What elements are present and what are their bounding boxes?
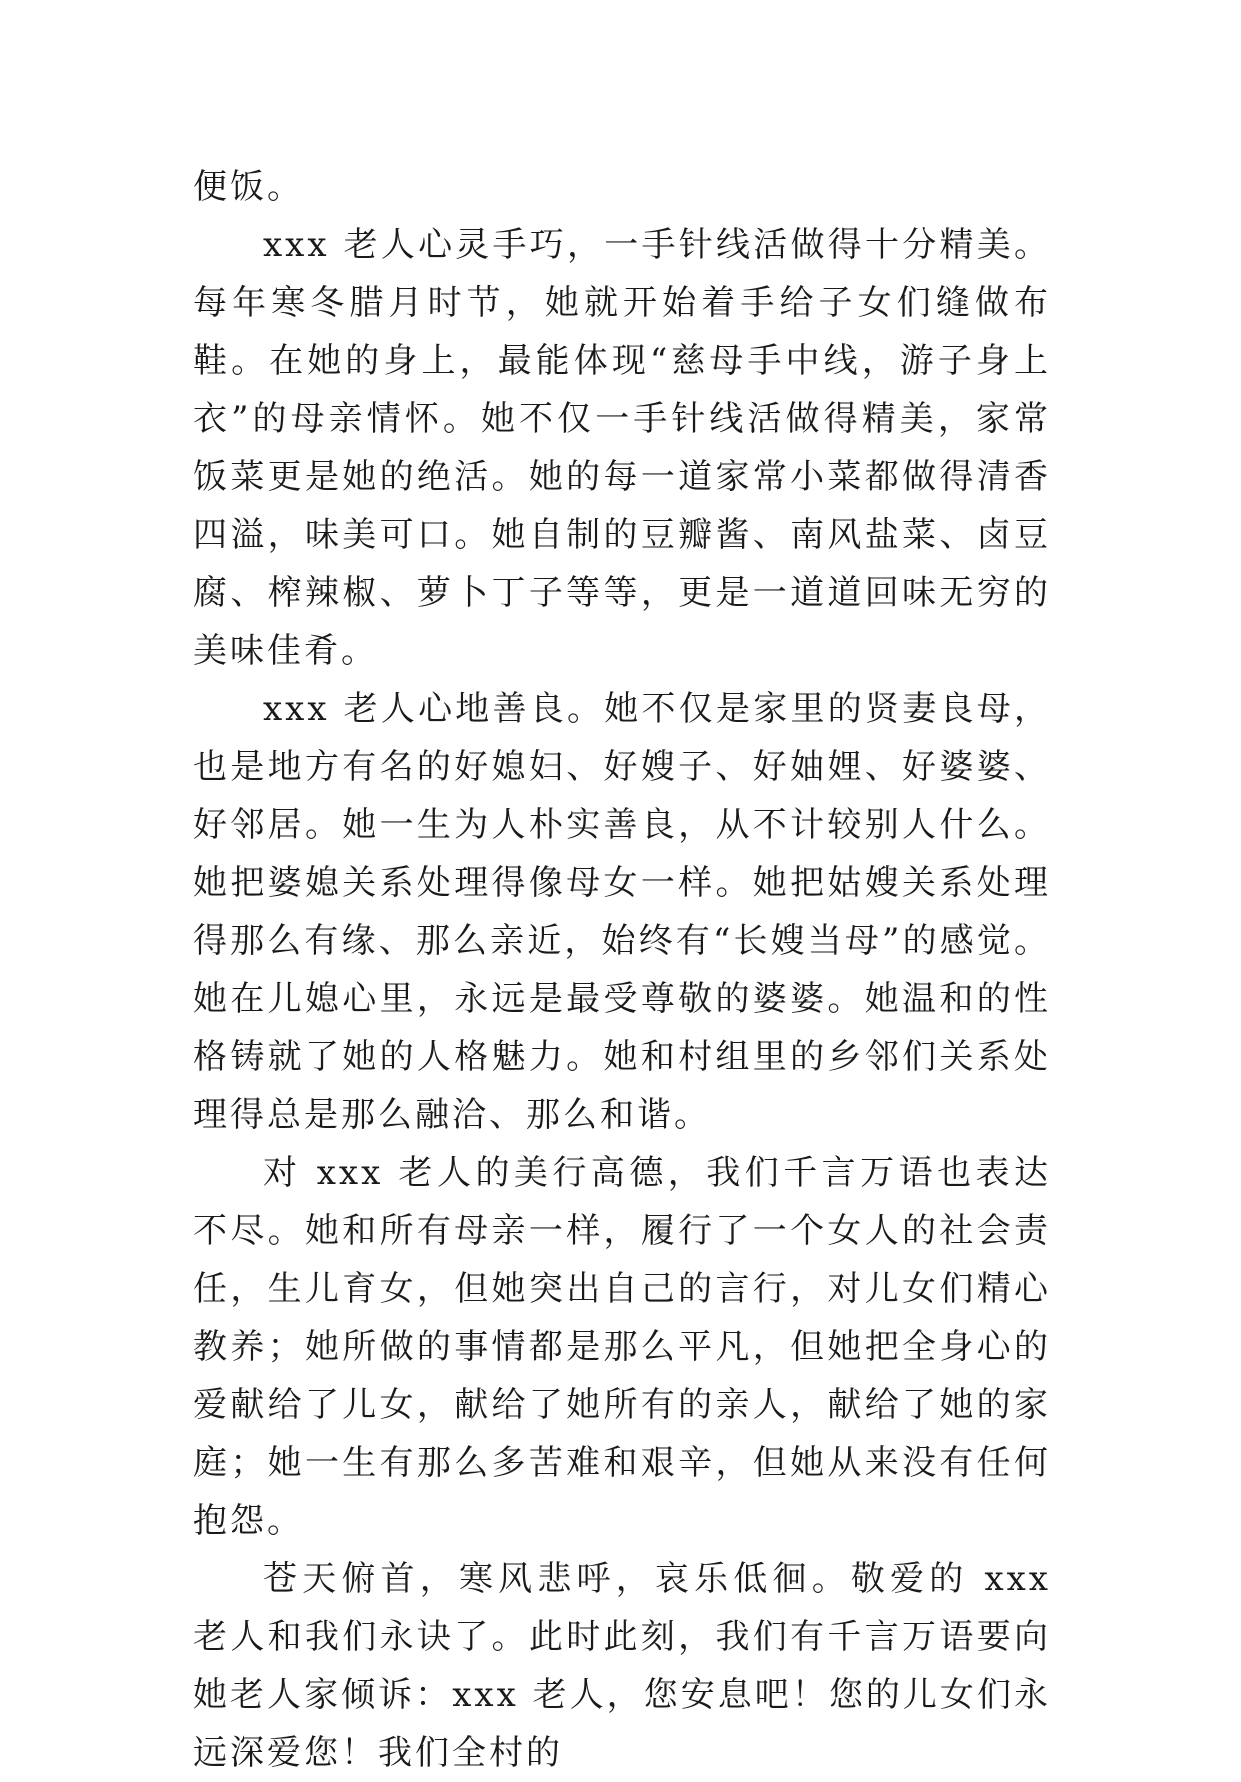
text-line: 的亲人，献给了她的家庭；她一生有那么多苦难和艰辛，但 <box>193 1385 1052 1483</box>
text-line: 乡邻们关系处理得总是那么融洽、那么和谐。 <box>193 1037 1052 1135</box>
text-line: 便饭。 <box>193 167 304 207</box>
text-line: 方有名的好媳妇、好嫂子、好妯娌、好婆婆、好邻居。她一 <box>193 747 1052 845</box>
text-line: 她从来没有任何抱怨。 <box>193 1443 1052 1541</box>
text-line: xxx 老人心地善良。她不仅是家里的贤妻良母，也是地 <box>193 689 1051 787</box>
text-line: 风盐菜、卤豆腐、榨辣椒、萝卜丁子等等，更是一道道回味 <box>193 515 1052 613</box>
document-body <box>193 158 1051 1782</box>
text-line: 和所有母亲一样，履行了一个女人的社会责任，生儿育女， <box>193 1211 1052 1309</box>
paragraph-5 <box>193 1550 1051 1782</box>
text-line: 一手针线活做得精美，家常饭菜更是她的绝活。她的每一道 <box>193 399 1051 497</box>
text-line: 无穷的美味佳肴。 <box>193 573 1052 671</box>
paragraph-3 <box>193 680 1051 1144</box>
text-line: 终有“长嫂当母”的感觉。她在儿媳心里，永远是最受尊敬 <box>193 921 1051 1019</box>
text-line: 但她突出自己的言行，对儿女们精心教养；她所做的事情都 <box>193 1269 1052 1367</box>
text-line: 对 xxx 老人的美行高德，我们千言万语也表达不尽。她 <box>193 1153 1051 1251</box>
paragraph-1 <box>193 158 1051 216</box>
text-line: 的婆婆。她温和的性格铸就了她的人格魅力。她和村组里的 <box>193 979 1052 1077</box>
text-line: 们永诀了。此时此刻，我们有千言万语要向她老人家倾诉： <box>193 1617 1052 1715</box>
text-line: xxx 老人，您安息吧！您的儿女们永远深爱您！我们全村的 <box>193 1675 1051 1773</box>
text-line: 最能体现“慈母手中线，游子身上衣”的母亲情怀。她不仅 <box>193 341 1051 439</box>
text-line: 苍天俯首，寒风悲呼，哀乐低徊。敬爱的 xxx 老人和我 <box>193 1559 1051 1657</box>
text-line: 冬腊月时节，她就开始着手给子女们缝做布鞋。在她的身上， <box>193 283 1052 381</box>
paragraph-2 <box>193 216 1051 680</box>
text-line: 像母女一样。她把姑嫂关系处理得那么有缘、那么亲近，始 <box>193 863 1052 961</box>
text-line: 生为人朴实善良，从不计较别人什么。她把婆媳关系处理得 <box>193 805 1052 903</box>
text-line: 家常小菜都做得清香四溢，味美可口。她自制的豆瓣酱、南 <box>193 457 1052 555</box>
text-line: 是那么平凡，但她把全身心的爱献给了儿女，献给了她所有 <box>193 1327 1052 1425</box>
text-line: xxx 老人心灵手巧，一手针线活做得十分精美。每年寒 <box>193 225 1051 323</box>
paragraph-4 <box>193 1144 1051 1550</box>
